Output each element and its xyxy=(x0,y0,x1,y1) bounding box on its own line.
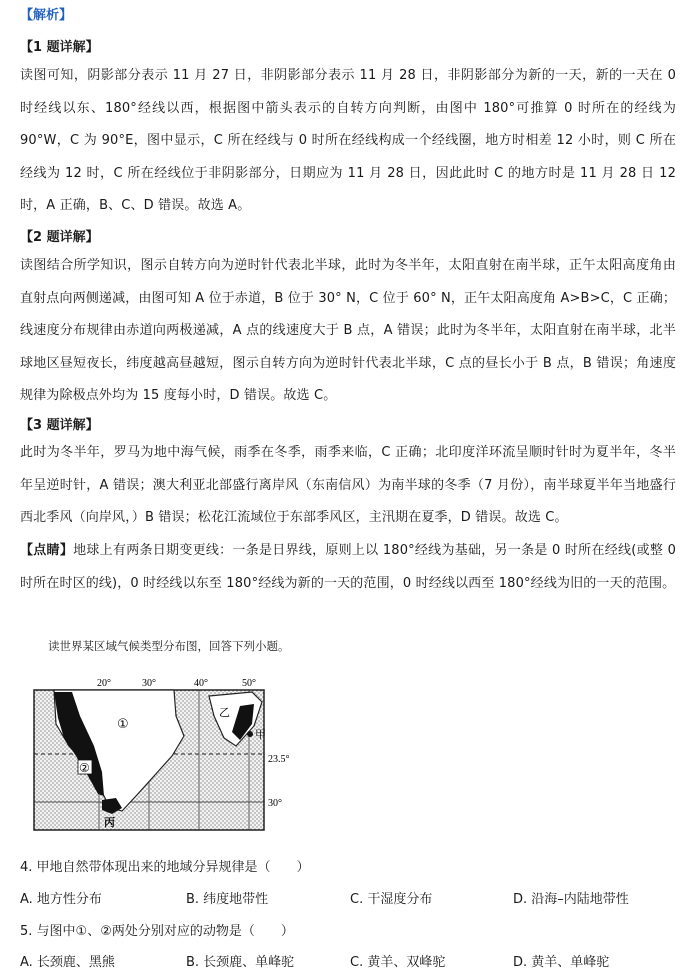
lat-30: 30° xyxy=(268,798,282,809)
q4-stem: 4. 甲地自然带体现出来的地域分异规律是（ ） xyxy=(20,860,310,875)
q3-body: 此时为冬半年，罗马为地中海气候，雨季在冬季，雨季来临，C 正确；北印度洋环流呈顺时针时为夏半年，冬半年呈逆时针，A 错误；澳大利亚北部盛行离岸风（东南信风）为南半球的冬季（7 月份），南半球夏半年当地盛行西北季风（向岸风，）B 错误；松花江流域位于东部季风区，主汛期在夏季，D 错误。故选 C。 xyxy=(20,445,676,525)
q4-option-b[interactable]: B. 纬度地带性 xyxy=(186,892,269,907)
lon-30: 30° xyxy=(142,678,156,689)
q2-header: 【2 题详解】 xyxy=(20,230,99,245)
lon-50: 50° xyxy=(242,678,256,689)
label-region2: ② xyxy=(79,761,90,775)
q5-option-b[interactable]: B. 长颈鹿、单峰驼 xyxy=(186,955,295,970)
lat-23-5: 23.5° xyxy=(268,754,290,765)
q2-body: 读图结合所学知识，图示自转方向为逆时针代表北半球，此时为冬半年，太阳直射在南半球，正午太阳高度角由直射点向两侧递减，由图可知 A 位于赤道，B 位于 30° N，C 位于 60° N，正午太阳高度角 A>B>C，C 正确；线速度分布规律由赤道向两极递减，A 点的线速度大于 B 点，A 错误；此时为冬半年，太阳直射在南半球，北半球地区昼短夜长，纬度越高昼越短，图示自转方向为逆时针代表北半球，C 点的昼长小于 B 点，B 错误；角速度规律为除极点外均为 15 度每小时，D 错误。故选 C。 xyxy=(20,258,676,403)
q4-option-c[interactable]: C. 干湿度分布 xyxy=(350,892,433,907)
label-yi: 乙 xyxy=(219,706,230,719)
climate-map xyxy=(14,676,314,836)
point-jia xyxy=(247,731,253,737)
q5-option-a[interactable]: A. 长颈鹿、黑熊 xyxy=(20,955,115,970)
label-jia: 甲 xyxy=(255,728,266,741)
q4-option-a[interactable]: A. 地方性分布 xyxy=(20,892,102,907)
lon-40: 40° xyxy=(194,678,208,689)
tip-body: 地球上有两条日期变更线：一条是日界线，原则上以 180°经线为基础，另一条是 0 时所在经线(或整 0 时所在时区的线)，0 时经线以东至 180°经线为新的一天的范围，0 时经线以西至 180°经线为旧的一天的范围。 xyxy=(20,543,676,591)
q1-body: 读图可知，阴影部分表示 11 月 27 日，非阴影部分表示 11 月 28 日，非阴影部分为新的一天，新的一天在 0 时经线以东、180°经线以西，根据图中箭头表示的自转方向判断，由图中 180°可推算 0 时所在的经线为 90°W，C 为 90°E，图中显示，C 所在经线与 0 时所在经线构成一个经线圈，地方时相差 12 小时，则 C 所在经线为 12 时，C 所在经线位于非阴影部分，日期应为 11 月 28 日，因此此时 C 的地方时是 11 月 28 日 12 时，A 正确，B、C、D 错误。故选 A。 xyxy=(20,68,676,213)
label-region1: ① xyxy=(117,717,129,732)
tip-paragraph xyxy=(20,535,676,600)
label-bing: 丙 xyxy=(104,816,115,829)
tip-label: 【点睛】 xyxy=(20,543,74,558)
analysis-tag: 【解析】 xyxy=(20,8,73,23)
q3-header: 【3 题详解】 xyxy=(20,418,99,433)
q1-header: 【1 题详解】 xyxy=(20,40,99,55)
map-intro: 读世界某区域气候类型分布图，回答下列小题。 xyxy=(48,639,290,653)
q5-option-d[interactable]: D. 黄羊、单峰驼 xyxy=(513,955,610,970)
lon-20: 20° xyxy=(97,678,111,689)
q5-stem: 5. 与图中①、②两处分别对应的动物是（ ） xyxy=(20,924,294,939)
q5-option-c[interactable]: C. 黄羊、双峰驼 xyxy=(350,955,446,970)
q4-option-d[interactable]: D. 沿海–内陆地带性 xyxy=(513,892,629,907)
